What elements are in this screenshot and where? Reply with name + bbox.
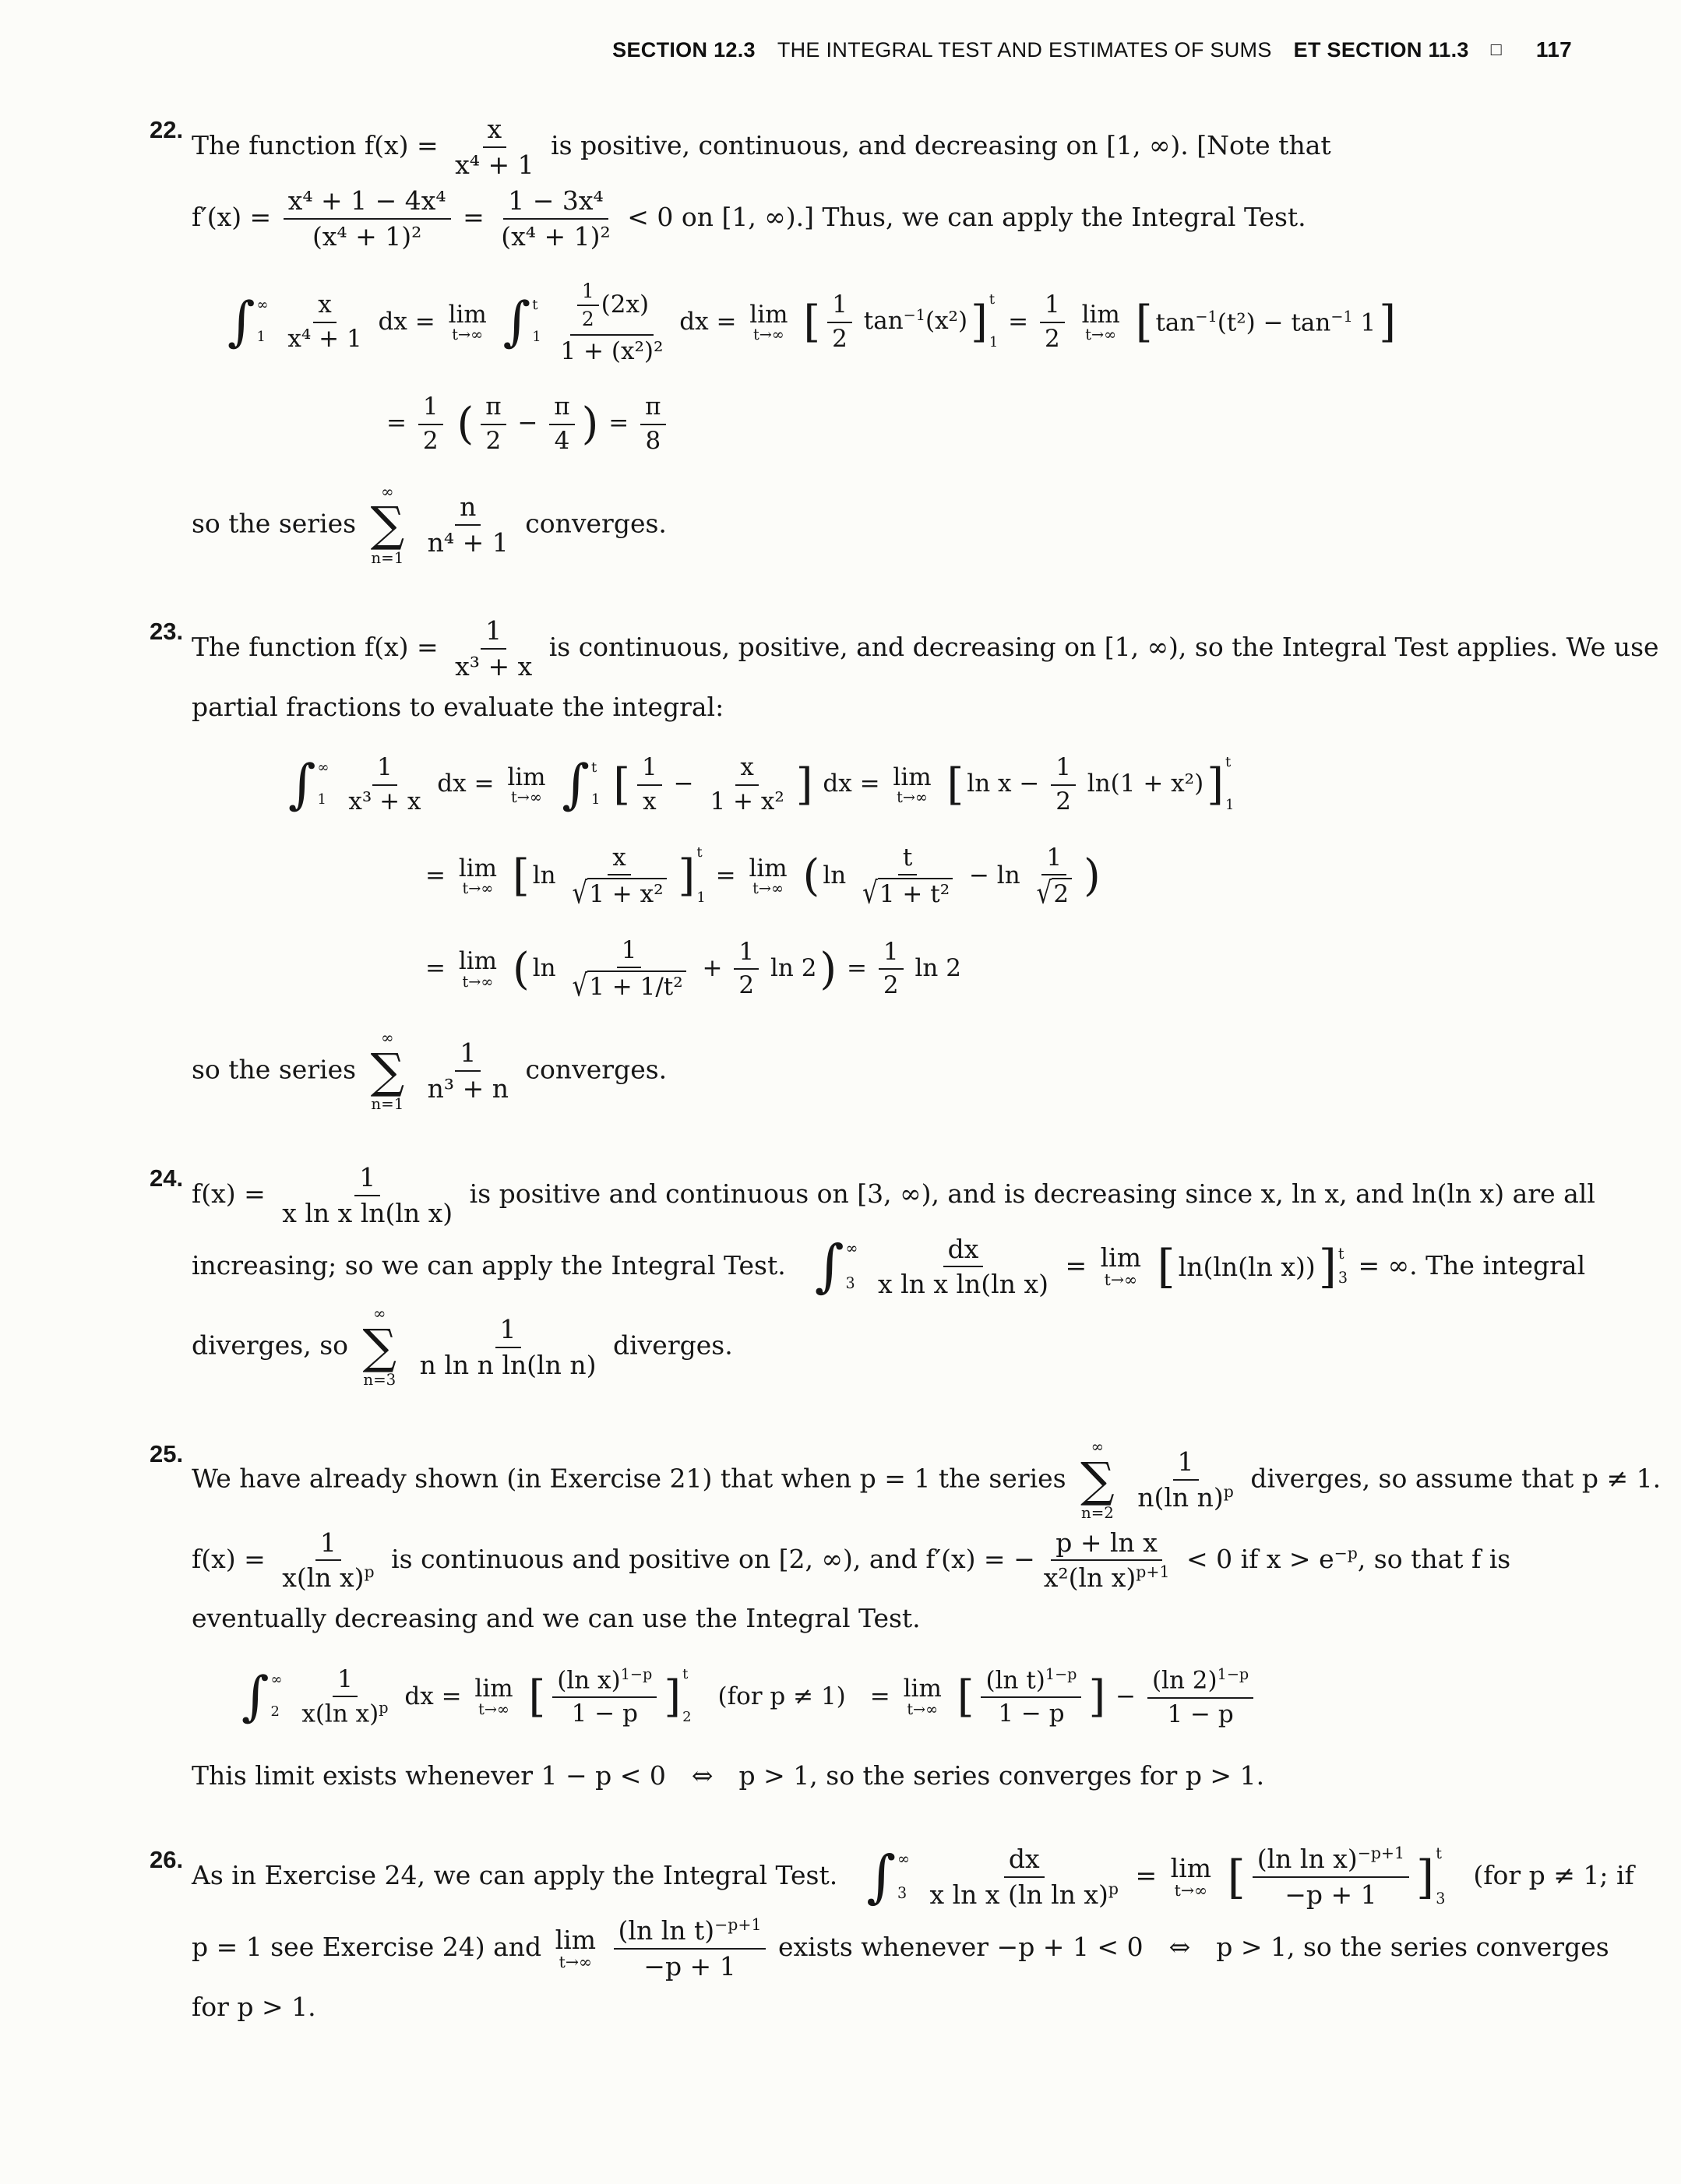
- solution-text-line: f(x) = $\frac{1}{x(\ln x)^p}$ is continuous and positive on [2, ∞), and f′(x) = − $\frac{\text{p + ln x}}{x^2(\ln x)^{p+1}}$ < 0 if $x > e^{-p}$, so that f is: [192, 1527, 1511, 1594]
- solution-text-line: The function f(x) = $\frac{1}{\text{x³ + x}}$ is continuous, positive, and decreasing on [1, ∞), so the Integral Test applies. We use: [192, 615, 1659, 682]
- solution-text-line: The function f(x) = $\frac{x}{\text{x⁴ + 1}}$ is positive, continuous, and decreasing on [1, ∞). [Note that: [192, 114, 1331, 180]
- problem-24: [150, 1161, 1595, 1390]
- page-header: [150, 37, 1572, 62]
- solution-text-line: As in Exercise 24, we can apply the Integral Test. ∫ ∞ 3 $\frac{dx}{x \ln x (\ln \ln x)^p}$ = lim t→∞ [ $\frac{(\ln \ln x)^{-p+1}}{-p + 1}$ ] t 3 (for p ≠ 1; if: [192, 1844, 1634, 1911]
- equation-line: = lim t→∞ [ ln x √ 1 + x² ] t 1 = lim t→∞ ( ln t √ 1 + t² − ln 1 √ 2 ): [425, 843, 1101, 911]
- solution-text-line: f(x) = $\frac{1}{\text{x ln x ln(ln x)}}$ is positive and continuous on [3, ∞), and is decreasing since x, ln x, and ln(ln x) are all: [192, 1161, 1595, 1228]
- problem-26: [150, 1844, 1634, 2027]
- conclusion-line: diverges, so ∞ ∑ n=3 $\frac{1}{\text{n ln n ln(ln n)}}$ diverges.: [192, 1305, 733, 1390]
- problem-22: [150, 114, 1572, 567]
- problem-number: 25.: [150, 1439, 184, 1467]
- section-label: SECTION 12.3: [612, 38, 756, 62]
- page-number: 117: [1535, 37, 1572, 62]
- et-section-label: ET SECTION 11.3: [1293, 38, 1469, 62]
- problem-number: 24.: [150, 1164, 184, 1192]
- problem-number: 22.: [150, 116, 184, 143]
- problem-23: [150, 615, 1659, 1113]
- checkbox-icon: □: [1490, 39, 1502, 59]
- solution-text-line: p = 1 see Exercise 24) and lim t→∞ $\frac{(\ln \ln t)^{-p+1}}{-p + 1}$ exists whenever −p + 1 < 0 ⇔ p > 1, so the series converges: [192, 1915, 1609, 1982]
- conclusion-line: so the series ∞ ∑ n=1 $\frac{n}{\text{n⁴ + 1}}$ converges.: [192, 482, 667, 567]
- solution-text-line: partial fractions to evaluate the integral:: [192, 692, 724, 723]
- solution-text-line: increasing; so we can apply the Integral Test. ∫ ∞ 3 $\frac{dx}{\text{x ln x ln(ln x)}}$ = lim t→∞ [ ln(ln(ln x)) ] t 3 = ∞. The integral: [192, 1233, 1586, 1300]
- equation-line: ∫ ∞ 2 $\frac{1}{x(\ln x)^p}$ dx = lim t→∞ [ $\frac{(\ln x)^{1-p}}{1 - p}$ ] t 2 (for p ≠ 1) = lim t→∞ [ $\frac{(\ln t)^{1-p}}{1 - p}$ ] − $\frac{(\ln 2)^{1-p}}{1 - p}$: [238, 1665, 1572, 1730]
- solution-text-line: We have already shown (in Exercise 21) that when p = 1 the series ∞ ∑ n=2 $\frac{1}{n(\ln n)^p}$ diverges, so assume that p ≠ 1.: [192, 1437, 1662, 1522]
- equation-line: = $\frac{1}{2}$ ( $\frac{\pi}{2}$ − $\frac{\pi}{4}$ ) = $\frac{\pi}{8}$: [386, 393, 1572, 456]
- equation-line: ∫ ∞ 1 $\frac{x}{\text{x⁴ + 1}}$ dx = lim t→∞ ∫ t 1 $\frac{1}{2}$ (2x) 1 + (x²)² dx = lim t→∞ [ $\frac{1}{2}$ $\tan^{-1}(x^2)$ ] t 1 = $\frac{1}{2}$ lim t→∞ [ $\tan^{-1}(t^2) - \tan^{-1} 1$ ]: [227, 279, 1397, 365]
- solution-text-line: eventually decreasing and we can use the Integral Test.: [192, 1603, 921, 1634]
- conclusion-line: so the series ∞ ∑ n=1 $\frac{1}{\text{n³ + n}}$ converges.: [192, 1029, 668, 1113]
- conclusion-line: This limit exists whenever 1 − p < 0 ⇔ p > 1, so the series converges for p > 1.: [192, 1760, 1265, 1791]
- problem-25: [150, 1437, 1662, 1795]
- section-title: THE INTEGRAL TEST AND ESTIMATES OF SUMS: [777, 38, 1272, 62]
- conclusion-line: for p > 1.: [192, 1992, 316, 2023]
- equation-line: = lim t→∞ ( ln 1 √ 1 + 1/t² + $\frac{1}{2}$ ln 2 ) = $\frac{1}{2}$ ln 2: [425, 935, 961, 1004]
- solution-text-line: f′(x) = $\frac{\text{x⁴ + 1 − 4x⁴}}{\text{(x⁴ + 1)²}}$ = $\frac{\text{1 − 3x⁴}}{\text{(x⁴ + 1)²}}$ < 0 on [1, ∞).] Thus, we can apply the Integral Test.: [192, 185, 1306, 252]
- problem-number: 26.: [150, 1846, 184, 1874]
- equation-line: ∫ ∞ 1 $\frac{1}{\text{x³ + x}}$ dx = lim t→∞ ∫ t 1 [ $\frac{1}{x}$ − $\frac{x}{\text{1 + x²}}$ ] dx = lim t→∞ [ ln x − $\frac{1}{2}$ ln(1 + x²) ] t 1: [288, 753, 1235, 815]
- problem-number: 23.: [150, 618, 184, 646]
